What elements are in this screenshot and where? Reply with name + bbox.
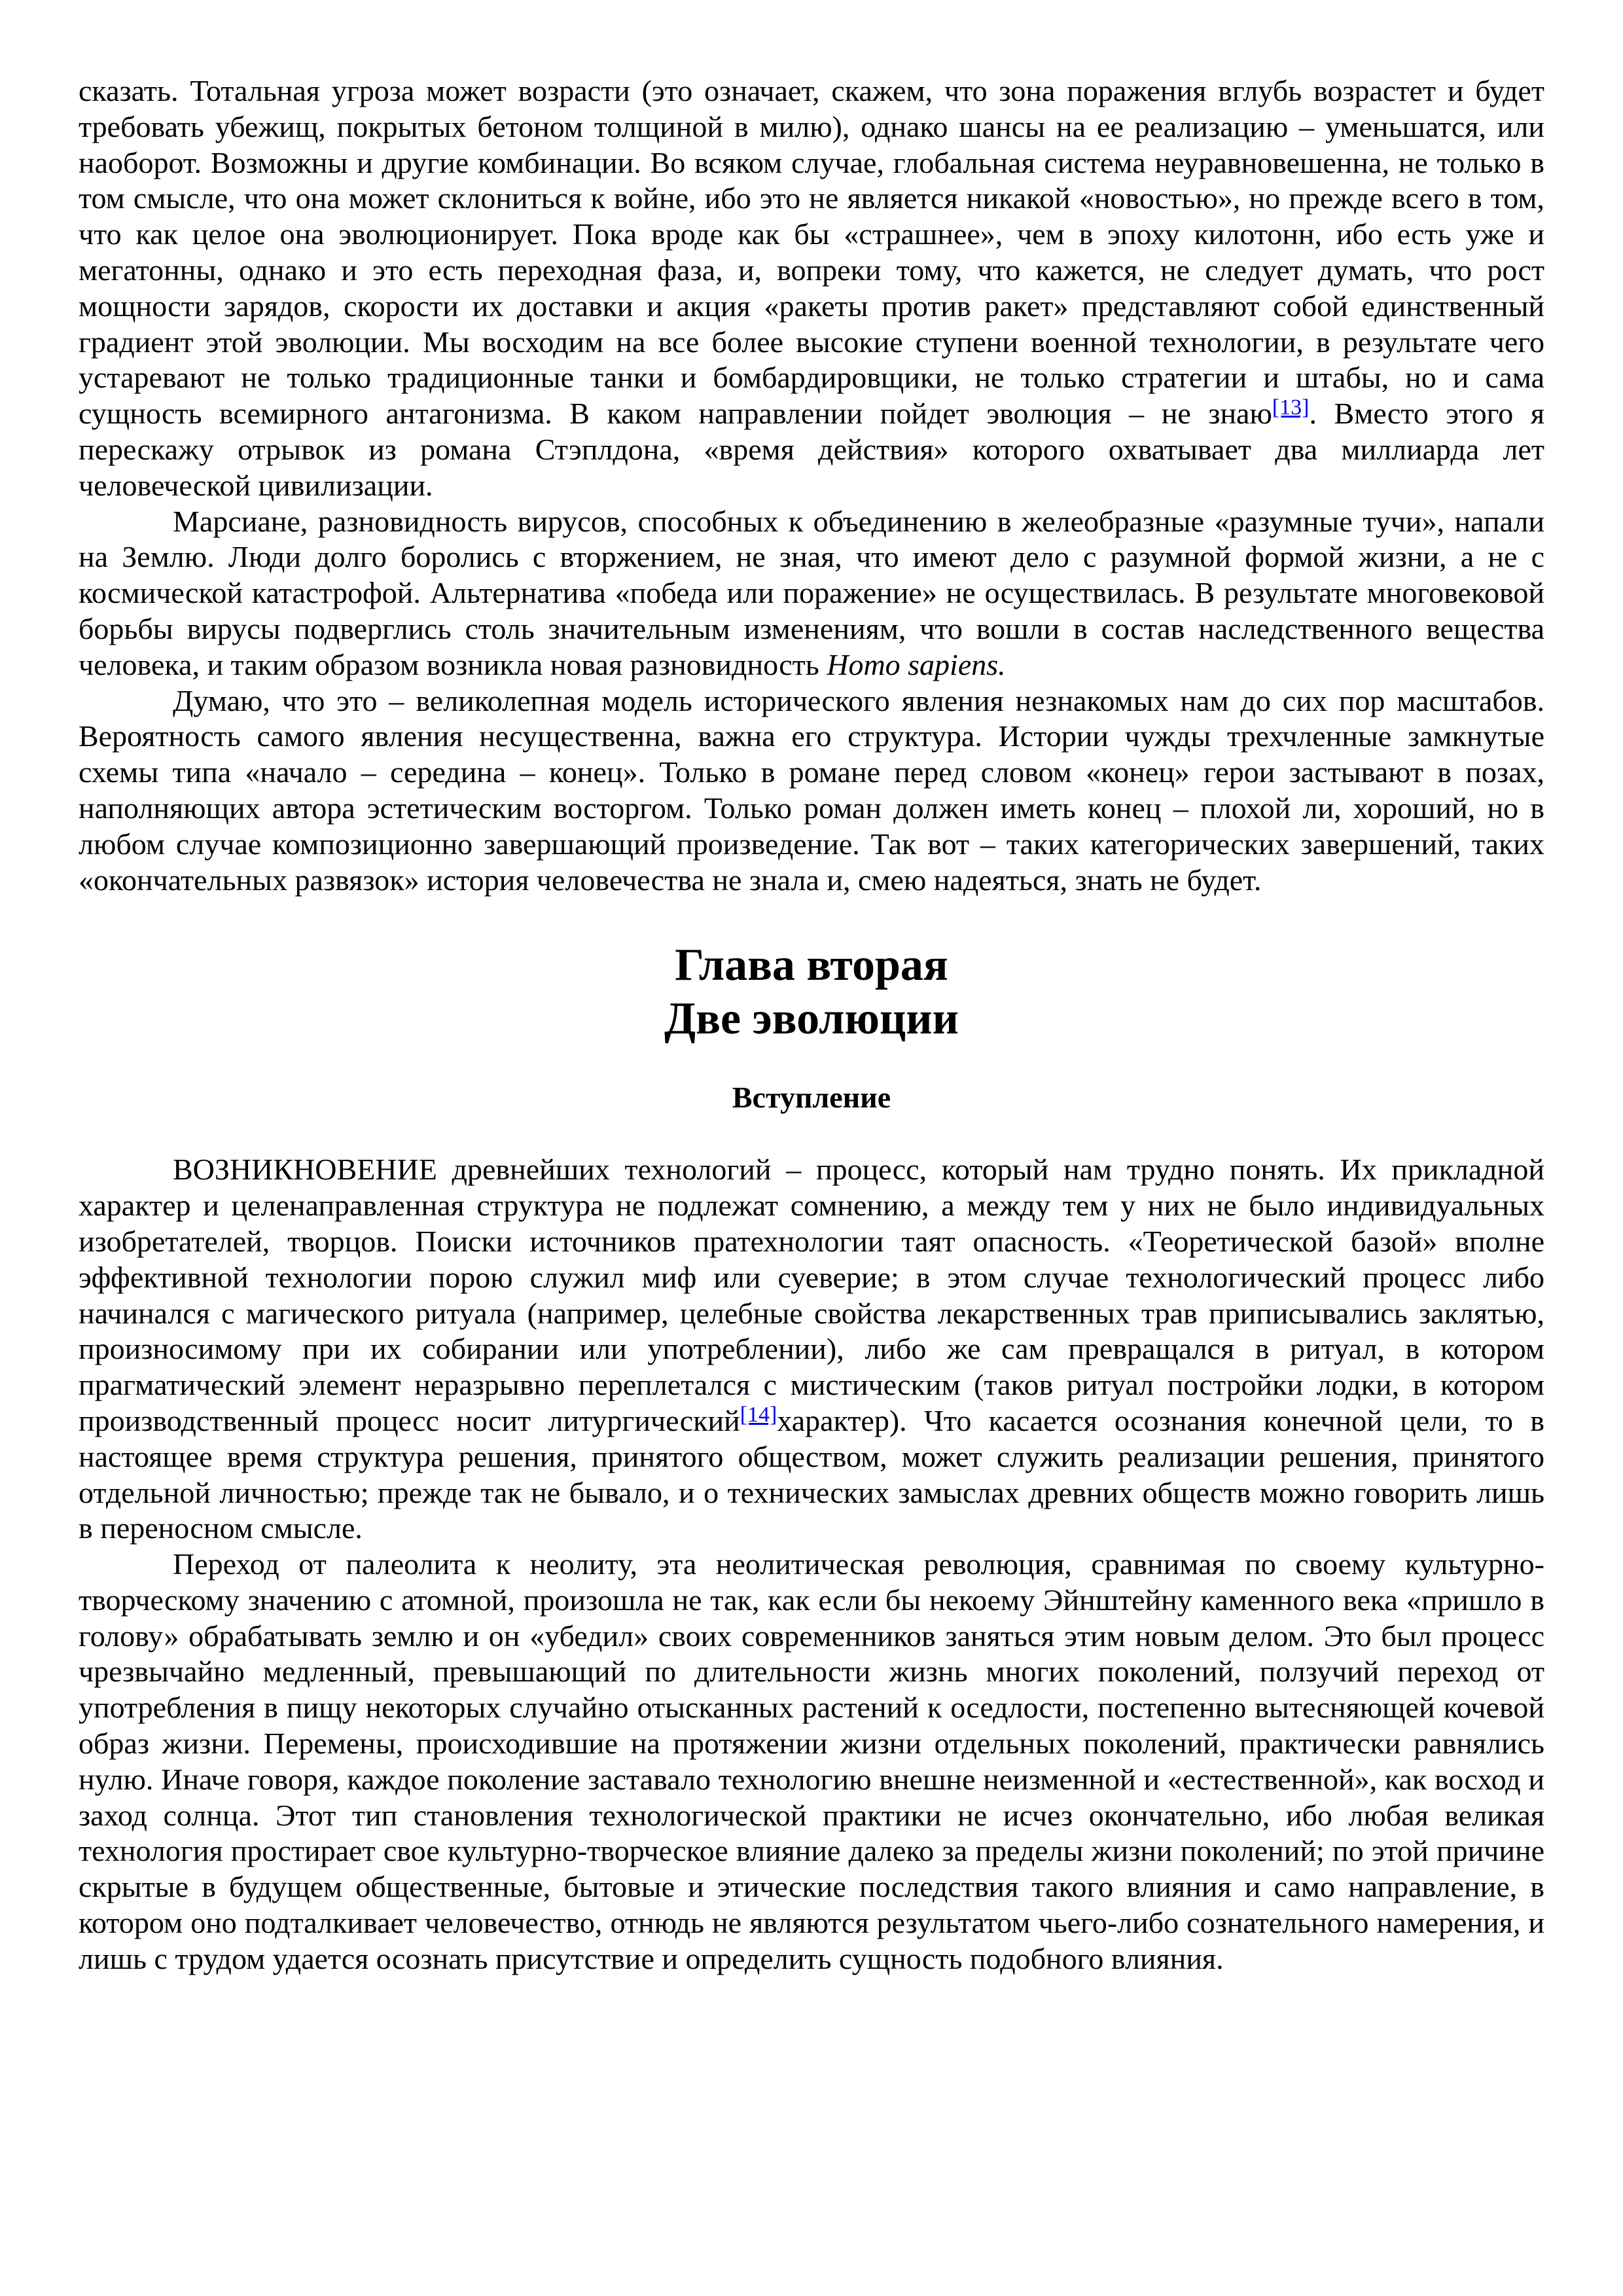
section-title: Вступление [732, 1081, 891, 1115]
paragraph-4 [79, 1152, 1544, 1547]
document-page [79, 73, 1544, 1977]
paragraph-4-text-a: ВОЗНИКНОВЕНИЕ древнейших технологий – процесс, который нам трудно понять. Их прикладной характер и целенаправленная структура не подлежат сомнению, а между тем у них не было индивидуальных изобретателей, творцов. Поиски источников пратехнологии таят опасность. «Теоретической базой» вполне эффективной технологии порою служил миф или суеверие; в этом случае технологический процесс либо начинался с магического ритуала (например, целебные свойства лекарственных трав приписывались заклятью, произносимому при их собирании или употреблении), либо же сам превращался в ритуал, в котором прагматический элемент неразрывно переплетался с мистическим (таков ритуал постройки лодки, в котором производственный процесс носит литургический [79, 1153, 1544, 1437]
chapter-number: Глава вторая [675, 940, 948, 991]
paragraph-2 [79, 504, 1544, 683]
paragraph-3: Думаю, что это – великолепная модель исторического явления незнакомых нам до сих пор масштабов. Вероятность самого явления несущественна, важна его структура. Истории чужды трехчленные замкнутые схемы типа «начало – середина – конец». Только в романе перед словом «конец» герои застывают в позах, наполняющих автора эстетическим восторгом. Только роман должен иметь конец – плохой ли, хороший, но в любом случае композиционно завершающий произведение. Так вот – таких категорических завершений, таких «окончательных развязок» история человечества не знала и, смею надеяться, знать не будет. [79, 683, 1544, 897]
chapter-heading [79, 939, 1544, 1046]
paragraph-4-text-b: характер). Что касается осознания конечной цели, то в настоящее время структура решения, принятого обществом, может служить реализации решения, принятого отдельной личностью; прежде так не бывало, и о технических замыслах древних обществ можно говорить лишь в переносном смысле. [79, 1403, 1544, 1545]
paragraph-1-text-b: . Вместо этого я перескажу отрывок из романа Стэплдона, «время действия» которого охватывает два миллиарда лет человеческой цивилизации. [79, 397, 1544, 502]
paragraph-1-text-a: сказать. Тотальная угроза может возрасти (это означает, скажем, что зона поражения вглубь возрастет и будет требовать убежищ, покрытых бетоном толщиной в милю), однако шансы на ее реализацию – уменьшатся, или наоборот. Возможны и другие комбинации. Во всяком случае, глобальная система неуравновешенна, не только в том смысле, что она может склониться к войне, ибо это не является никакой «новостью», но прежде всего в том, что как целое она эволюционирует. Пока вроде как бы «страшнее», чем в эпоху килотонн, ибо есть уже и мегатонны, однако и это есть переходная фаза, и, вопреки тому, что кажется, не следует думать, что рост мощности зарядов, скорости их доставки и акция «ракеты против ракет» представляют собой единственный градиент этой эволюции. Мы восходим на все более высокие ступени военной технологии, в результате чего устаревают не только традиционные танки и бомбардировщики, не только стратегии и штабы, но и сама сущность всемирного антагонизма. В каком направлении пойдет эволюция – не знаю [79, 74, 1544, 431]
chapter-title: Две эволюции [664, 994, 959, 1045]
paragraph-1 [79, 73, 1544, 504]
footnote-link-14[interactable]: [14] [740, 1402, 777, 1427]
paragraph-2-text: Марсиане, разновидность вирусов, способных к объединению в желеобразные «разумные тучи», напали на Землю. Люди долго боролись с вторжением, не зная, что имеют дело с разумной формой жизни, а не с космической катастрофой. Альтернатива «победа или поражение» не осуществилась. В результате многовековой борьбы вирусы подверглись столь значительным изменениям, что вошли в состав наследственного вещества человека, и таким образом возникла новая разновидность [79, 504, 1544, 681]
footnote-link-13[interactable]: [13] [1272, 395, 1310, 420]
paragraph-5: Переход от палеолита к неолиту, эта неолитическая революция, сравнимая по своему культурно-творческому значению с атомной, произошла не так, как если бы некоему Эйнштейну каменного века «пришло в голову» обрабатывать землю и он «убедил» своих современников заняться этим новым делом. Это был процесс чрезвычайно медленный, превышающий по длительности жизнь многих поколений, ползучий переход от употребления в пищу некоторых случайно отысканных растений к оседлости, постепенно вытесняющей кочевой образ жизни. Перемены, происходившие на протяжении жизни отдельных поколений, практически равнялись нулю. Иначе говоря, каждое поколение заставало технологию внешне неизменной и «естественной», как восход и заход солнца. Этот тип становления технологической практики не исчез окончательно, ибо любая великая технология простирает свое культурно-творческое влияние далеко за пределы жизни поколений; по этой причине скрытые в будущем общественные, бытовые и этические последствия такого влияния и само направление, в котором оно подталкивает человечество, отнюдь не являются результатом чьего-либо сознательного намерения, и лишь с трудом удается осознать присутствие и определить сущность подобного влияния. [79, 1547, 1544, 1975]
paragraph-2-italic: Homo sapiens. [827, 647, 1006, 681]
